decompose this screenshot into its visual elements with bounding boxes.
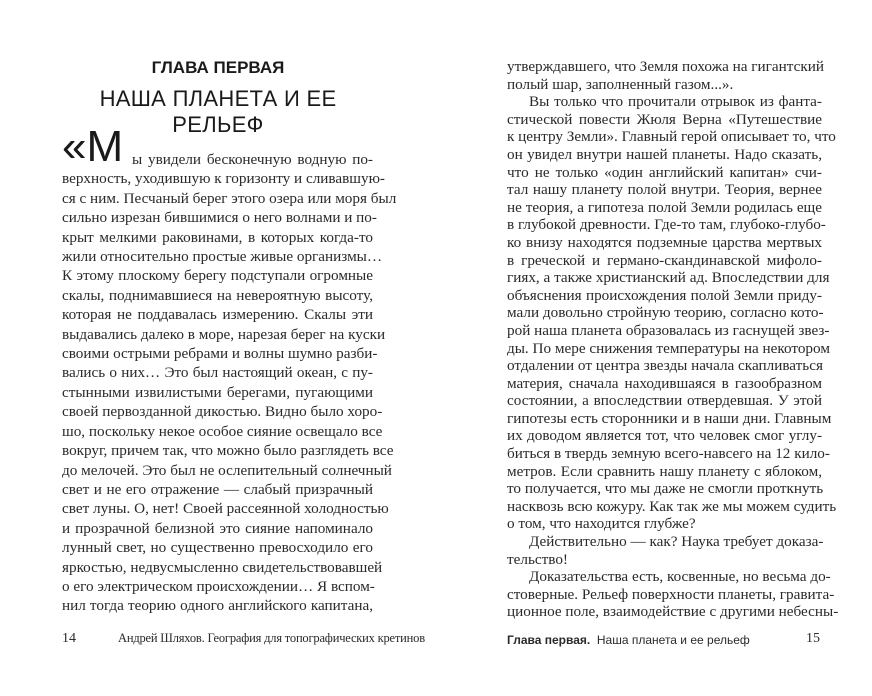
text-line: о его электрическом происхождении… Я вспом- bbox=[62, 577, 375, 595]
chapter-title: НАША ПЛАНЕТА И ЕЕ РЕЛЬЕФ bbox=[99, 86, 337, 137]
text-line: скалы, поднимавшиеся на невероятную высоту, bbox=[62, 286, 373, 304]
page-number-left: 14 bbox=[62, 631, 76, 646]
text-line: лунный свет, но существенно превосходило его bbox=[62, 539, 373, 557]
running-head-chapter: Глава первая. bbox=[507, 633, 591, 647]
text-line: верхность, уходившую к горизонту и сливавшую- bbox=[62, 170, 385, 188]
text-line: Действительно — как? Наука требует доказа- bbox=[529, 533, 824, 551]
text-line: то получается, что мы даже не смогли проткнуть bbox=[507, 480, 824, 498]
text-line: шо, поскольку некое особое сияние освещало все bbox=[62, 422, 383, 440]
text-line: стической повести Жюля Верна «Путешествие bbox=[507, 110, 822, 128]
text-line: вались о них… Это был настоящий океан, с пу- bbox=[62, 364, 373, 382]
text-line: рой наша планета образовалась из гаснущей звез- bbox=[507, 321, 830, 339]
text-line: крыт мелкими раковинами, в которых когда-то bbox=[62, 228, 373, 246]
text-line: ционное поле, взаимодействие с другими небесны- bbox=[507, 603, 839, 621]
text-line: полый шар, заполненный газом...». bbox=[507, 75, 734, 93]
right-page bbox=[436, 0, 872, 696]
text-line: в глубокой древности. Где-то там, глубоко-глубо- bbox=[507, 216, 826, 234]
text-line: ды. По мере снижения температуры на некотором bbox=[507, 339, 830, 357]
text-line: ы увидели бесконечную водную по- bbox=[132, 151, 373, 168]
text-line: гиях, а также христианский ад. Впоследствии для bbox=[507, 269, 830, 287]
text-line: не теория, а гипотеза полой Земли родилась еще bbox=[507, 198, 822, 216]
text-line: нил тогда теорию одного английского капитана, bbox=[62, 597, 373, 615]
text-line: тал нашу планету полой внутри. Теория, вернее bbox=[507, 181, 822, 199]
text-line: стоверные. Рельеф поверхности планеты, гравита- bbox=[507, 585, 835, 603]
text-line: гипотезы есть сторонники и в наши дни. Главным bbox=[507, 409, 832, 427]
text-line: свет и не его отражение — слабый призрачный bbox=[62, 480, 373, 498]
text-line: утверждавшего, что Земля похожа на гигантский bbox=[507, 58, 824, 75]
text-line: в греческой и германо-скандинавской мифоло- bbox=[507, 251, 822, 269]
chapter-label: ГЛАВА ПЕРВАЯ bbox=[151, 58, 285, 77]
text-line: своими острыми ребрами и волны шумно разби- bbox=[62, 345, 378, 363]
running-head-title: Наша планета и ее рельеф bbox=[596, 633, 750, 647]
text-line: яркостью, недвусмысленно свидетельствовавшей bbox=[62, 558, 383, 576]
text-line: Доказательства есть, косвенные, но весьма до- bbox=[529, 568, 831, 586]
text-line: вокруг, причем так, что можно было разглядеть все bbox=[62, 442, 394, 460]
drop-cap: «М bbox=[62, 122, 124, 171]
text-line: и прозрачной белизной это сияние напоминало bbox=[62, 519, 373, 537]
text-line: тельство! bbox=[507, 550, 568, 568]
text-line: что не только «один английский капитан» счи- bbox=[507, 163, 822, 181]
text-line: к центру Земли». Главный герой описывает то, что bbox=[507, 128, 836, 146]
text-line: ся с ним. Песчаный берег этого озера или моря был bbox=[62, 189, 397, 207]
running-head-left: Андрей Шляхов. География для топографических кретинов bbox=[118, 631, 425, 645]
text-line: К этому плоскому берегу подступали огромные bbox=[62, 267, 373, 285]
text-line: до мелочей. Это был не ослепительный солнечный bbox=[62, 461, 392, 479]
text-line: объяснения происхождения полой Земли приду- bbox=[507, 286, 822, 304]
text-line: о том, что находится глубже? bbox=[507, 515, 696, 533]
text-line: их доводом является тот, что человек смог углу- bbox=[507, 427, 822, 445]
text-line: насквозь всю кожуру. Как так же мы можем судить bbox=[507, 497, 837, 515]
text-line: Вы только что прочитали отрывок из фанта- bbox=[529, 93, 822, 111]
text-line: которая не поддавалась измерению. Скалы эти bbox=[62, 306, 373, 324]
text-line: отдалении от центра звезды начала скапливаться bbox=[507, 357, 823, 375]
running-head-right bbox=[507, 633, 750, 647]
text-line: жили относительно простые живые организмы… bbox=[62, 248, 383, 266]
text-line: своей первозданной дикостью. Видно было хоро- bbox=[62, 403, 383, 421]
left-body-text bbox=[62, 150, 397, 616]
text-line: метров. Если сравнить нашу планету с яблоком, bbox=[507, 462, 822, 480]
text-line: материя, сначала находившаяся в газообразном bbox=[507, 374, 822, 392]
page-number-right: 15 bbox=[806, 631, 820, 646]
text-line: свет луны. О, нет! Своей рассеянной холодностью bbox=[62, 500, 389, 518]
text-line: мали довольно стройную теорию, согласно кото- bbox=[507, 304, 824, 322]
text-line: выдавались далеко в море, нарезая берег на куски bbox=[62, 325, 386, 343]
text-line: ко внизу находятся подземные царства мертвых bbox=[507, 233, 822, 251]
text-line: состоянии, а впоследствии отвердевшая. У этой bbox=[507, 392, 822, 410]
right-body-text bbox=[507, 58, 839, 621]
text-line: сильно изрезан бившимися о него волнами и по- bbox=[62, 209, 377, 227]
text-line: биться в твердь земную всего-навсего на 12 кило- bbox=[507, 445, 830, 463]
text-line: стынными извилистыми берегами, пугающими bbox=[62, 383, 373, 401]
text-line: он увидел внутри нашей планеты. Надо сказать, bbox=[507, 145, 822, 163]
